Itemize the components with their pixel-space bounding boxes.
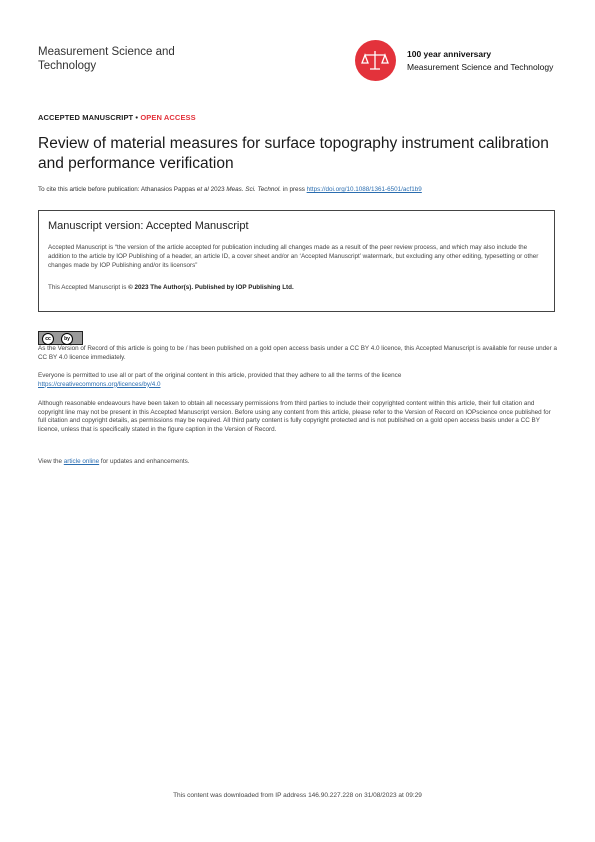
reuse-text: Everyone is permitted to use all or part of the original content in this article, provided that they adhere to all the terms of the licence	[38, 372, 402, 379]
manuscript-version-box	[38, 210, 555, 312]
doi-link[interactable]: https://doi.org/10.1088/1361-6501/acf1b9	[306, 186, 422, 193]
journal-name-line1: Measurement Science and	[38, 46, 175, 58]
copyright-bold: © 2023 The Author(s). Published by IOP Publishing Ltd.	[128, 284, 294, 291]
copyright-statement	[48, 284, 548, 291]
iop-logo-icon	[355, 40, 396, 81]
anniversary-logo[interactable]	[355, 40, 555, 82]
version-heading: Manuscript version: Accepted Manuscript	[48, 220, 249, 232]
journal-name	[38, 45, 218, 73]
by-icon: by	[61, 333, 73, 345]
citation-line	[38, 186, 568, 193]
article-title: Review of material measures for surface topography instrument calibration and performance verification	[38, 135, 549, 172]
accepted-manuscript-definition: Accepted Manuscript is “the version of the article accepted for publication including all changes made as a result of the peer review process, and which may also include the addition to the article by IOP Publishing of a header, an article ID, a cover sheet and/or an ‘Accepted Manuscript’ watermark, but excluding any other editing, typesetting or other changes made by IOP Publishing and/or its licensors”	[48, 244, 539, 269]
citation-journal: Meas. Sci. Technol.	[226, 186, 282, 193]
status-separator: •	[133, 113, 141, 122]
journal-name-line2: Technology	[38, 60, 97, 72]
manuscript-status	[38, 113, 196, 122]
view-suffix: for updates and enhancements.	[99, 458, 190, 465]
accepted-label: ACCEPTED MANUSCRIPT	[38, 113, 134, 122]
citation-prefix: To cite this article before publication: Athanasios Pappas	[38, 186, 197, 193]
citation-year: 2023	[208, 186, 227, 193]
license-paragraph: As the Version of Record of this article is going to be / has been published on a gold open access basis under a CC BY 4.0 licence, this Accepted Manuscript is available for reuse under a CC BY 4.0 licence immediately.	[38, 345, 557, 361]
article-online-link[interactable]: article online	[63, 458, 100, 465]
reuse-paragraph	[38, 372, 558, 389]
licence-link[interactable]: https://creativecommons.org/licences/by/4.0	[38, 380, 161, 388]
view-online-paragraph	[38, 458, 558, 467]
citation-etal: et al	[196, 186, 209, 193]
permissions-paragraph: Although reasonable endeavours have been taken to obtain all necessary permissions from third parties to include their copyrighted content within this article, their full citation and copyright line may not be present in this Accepted Manuscript version. Before using any content from this article, please refer to the Version of Record on IOPscience once published for full citation and copyright details, as permissions may be required. All third party content is fully copyright protected and is not published on a gold open access basis under a CC BY licence, unless that is specifically stated in the figure caption in the Version of Record.	[38, 400, 551, 433]
open-access-label: OPEN ACCESS	[140, 113, 196, 122]
citation-press: in press	[281, 186, 307, 193]
cc-icon: cc	[42, 333, 54, 345]
download-footer: This content was downloaded from IP address 146.90.227.228 on 31/08/2023 at 09:29	[173, 792, 422, 799]
anniversary-subtitle: Measurement Science and Technology	[407, 62, 554, 72]
copyright-prefix: This Accepted Manuscript is	[48, 284, 129, 291]
view-prefix: View the	[38, 458, 64, 465]
cc-by-badge[interactable]	[38, 331, 83, 345]
anniversary-title: 100 year anniversary	[407, 49, 492, 59]
